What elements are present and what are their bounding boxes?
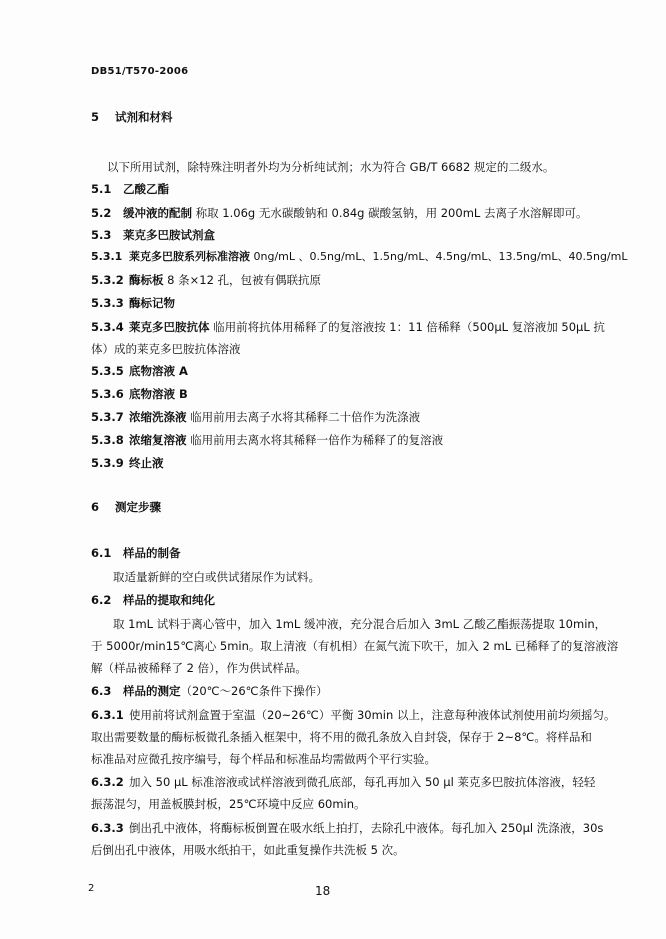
- clause-text: 使用前将试剂盒置于室温（20~26℃）平衡 30min 以上，注意每种液体试剂使用前均须摇匀。: [129, 708, 616, 722]
- clause-6-3-1: [91, 708, 615, 722]
- clause-number: 5.3.4: [91, 320, 124, 334]
- section-number: 6: [91, 500, 100, 514]
- clause-6-3-3: [91, 821, 603, 835]
- clause-6-2-line-1: 取 1mL 试料于离心管中，加入 1mL 缓冲液，充分混合后加入 3mL 乙酸乙酯振荡提取 10min，: [113, 617, 607, 631]
- clause-5-3-1: [91, 250, 627, 264]
- clause-title: 样品的制备: [123, 546, 181, 560]
- clause-6-3-1-line-2: 取出需要数量的酶标板微孔条插入框架中，将不用的微孔条放入自封袋，保存于 2~8℃。将样品和: [91, 730, 592, 744]
- clause-6-3-2-line-2: 振荡混匀，用盖板膜封板，25℃环境中反应 60min。: [91, 797, 366, 811]
- clause-6-2-line-3: 解（样品被稀释了 2 倍），作为供试样品。: [91, 661, 307, 675]
- clause-6-3: [91, 684, 328, 698]
- clause-title: 底物溶液 B: [129, 387, 188, 401]
- clause-number: 5.3.8: [91, 433, 124, 447]
- clause-number: 6.3.1: [91, 708, 124, 722]
- clause-title: 终止液: [129, 456, 164, 470]
- clause-5-3-4-continued: 体）成的莱克多巴胺抗体溶液: [91, 342, 241, 356]
- clause-text: 临用前用去离子水将其稀释二十倍作为洗涤液: [190, 410, 421, 424]
- clause-text: （20℃～26℃条件下操作）: [180, 684, 328, 698]
- clause-text: 0ng/mL 、0.5ng/mL、1.5ng/mL、4.5ng/mL、13.5ng/mL、40.5ng/mL: [253, 250, 628, 263]
- clause-text: 加入 50 μL 标准溶液或试样溶液到微孔底部，每孔再加入 50 μl 莱克多巴胺抗体溶液，轻轻: [129, 775, 596, 789]
- clause-5-3-5: [91, 364, 188, 378]
- clause-text: 临用前将抗体用稀释了的复溶液按 1：11 倍稀释（500μL 复溶液加 50μL 抗: [213, 320, 605, 334]
- clause-title: 浓缩洗涤液: [129, 410, 187, 424]
- clause-6-1-text: 取适量新鲜的空白或供试猪尿作为试料。: [113, 570, 320, 584]
- clause-title: 莱克多巴胺抗体: [129, 320, 210, 334]
- clause-6-2-line-2: 于 5000r/min15℃离心 5min。取上清液（有机相）在氮气流下吹干，加入 2 mL 已稀释了的复溶液溶: [91, 639, 619, 653]
- clause-title: 乙酸乙酯: [123, 182, 169, 196]
- section-6-heading: [91, 500, 161, 514]
- clause-title: 酶标板: [129, 273, 164, 287]
- clause-number: 6.1: [91, 546, 112, 560]
- clause-title: 浓缩复溶液: [129, 433, 187, 447]
- clause-5-3-6: [91, 387, 188, 401]
- clause-number: 6.3: [91, 684, 112, 698]
- clause-number: 5.3.6: [91, 387, 124, 401]
- clause-number: 5.3.1: [91, 250, 123, 263]
- clause-title: 样品的测定: [123, 684, 181, 698]
- clause-number: 5.3.3: [91, 296, 124, 310]
- clause-number: 5.3.9: [91, 456, 124, 470]
- clause-6-3-2: [91, 775, 595, 789]
- clause-title: 酶标记物: [129, 296, 175, 310]
- page-number: 18: [315, 884, 331, 898]
- clause-title: 莱克多巴胺试剂盒: [123, 228, 215, 242]
- clause-5-3-8: [91, 433, 443, 447]
- clause-number: 6.3.3: [91, 821, 124, 835]
- clause-number: 6.3.2: [91, 775, 124, 789]
- clause-5-2: [91, 206, 587, 220]
- clause-number: 5.3.2: [91, 273, 124, 287]
- clause-5-3-7: [91, 410, 420, 424]
- clause-title: 样品的提取和纯化: [123, 593, 215, 607]
- footer-left-number: 2: [88, 883, 95, 894]
- clause-5-3: [91, 228, 215, 242]
- clause-6-3-3-line-2: 后倒出孔中液体，用吸水纸拍干，如此重复操作共洗板 5 次。: [91, 843, 405, 857]
- clause-number: 5.3: [91, 228, 112, 242]
- clause-6-3-1-line-3: 标准品对应微孔按序编号，每个样品和标准品均需做两个平行实验。: [91, 752, 436, 766]
- clause-5-3-9: [91, 456, 164, 470]
- clause-5-1: [91, 182, 169, 196]
- document-code: DB51/T570-2006: [91, 66, 189, 77]
- clause-6-1: [91, 546, 181, 560]
- clause-text: 8 条×12 孔，包被有偶联抗原: [167, 273, 322, 287]
- clause-5-3-3: [91, 296, 175, 310]
- clause-title: 莱克多巴胺系列标准溶液: [129, 250, 250, 263]
- section-5-heading: [91, 110, 173, 124]
- clause-6-2: [91, 593, 215, 607]
- clause-5-3-4: [91, 320, 605, 334]
- clause-text: 称取 1.06g 无水碳酸钠和 0.84g 碳酸氢钠，用 200mL 去离子水溶解即可。: [195, 206, 588, 220]
- clause-text: 倒出孔中液体，将酶标板倒置在吸水纸上拍打，去除孔中液体。每孔加入 250μl 洗涤液，30s: [129, 821, 604, 835]
- clause-title: 底物溶液 A: [129, 364, 188, 378]
- clause-5-3-2: [91, 273, 321, 287]
- section-number: 5: [91, 110, 100, 124]
- clause-number: 5.1: [91, 182, 112, 196]
- section-title: 试剂和材料: [115, 110, 173, 124]
- clause-title: 缓冲液的配制: [123, 206, 192, 220]
- clause-number: 5.3.5: [91, 364, 124, 378]
- clause-number: 5.2: [91, 206, 112, 220]
- section-title: 测定步骤: [115, 500, 161, 514]
- clause-text: 临用前用去离水将其稀释一倍作为稀释了的复溶液: [190, 433, 444, 447]
- intro-paragraph: 以下所用试剂，除特殊注明者外均为分析纯试剂；水为符合 GB/T 6682 规定的二级水。: [107, 160, 555, 174]
- clause-number: 6.2: [91, 593, 112, 607]
- clause-number: 5.3.7: [91, 410, 124, 424]
